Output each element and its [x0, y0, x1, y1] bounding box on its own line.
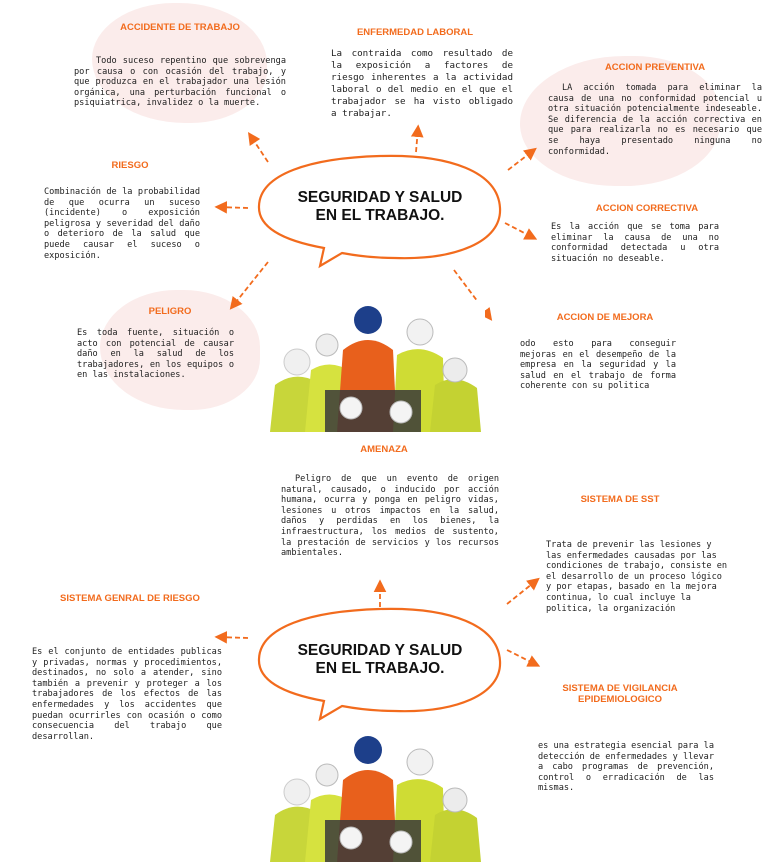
central-topic — [250, 144, 510, 270]
title-sistema-de-sst: SISTEMA DE SST — [580, 494, 660, 505]
text-accion-correctiva: Es la acción que se toma para eliminar la causa de una no conformidad detectada u otra situación no deseable. — [551, 222, 719, 264]
text-peligro: Es toda fuente, situación o acto con potencial de causar daño en la salud de los trabajadores, en los equipos o en las instalaciones. — [77, 328, 234, 381]
text-sistema-general-de-riesgo: Es el conjunto de entidades publicas y privadas, normas y procedimientos, destinados, no solo a atender, sino también a prevenir y proteger a los trabajadores de los efectos de las enfermedades y los accidentes que puedan ocurrirles con ocasión o como consecuencia del trabajo que desarrollan. — [32, 647, 222, 742]
workers-photo — [265, 730, 485, 862]
text-amenaza: Peligro de que un evento de origen natural, causado, o inducido por acción humana, ocurra y ponga en peligro vidas, lesiones u otros impactos en la salud, daños y perdidas en los bienes, la infraestructura, los medios de sustento, la prestación de servicios y los recursos ambientales. — [281, 474, 499, 559]
text-riesgo: Combinación de la probabilidad de que ocurra un suceso (incidente) o exposición peligrosa y severidad del daño o deterioro de la salud que puede causar el suceso o exposición. — [44, 187, 200, 261]
text-enfermedad-laboral: La contraida como resultado de la exposición a factores de riesgo inherentes a la actividad laboral o del medio en el que el trabajador se ha visto obligado a trabajar. — [331, 48, 513, 119]
title-vigilancia-line1: SISTEMA DE VIGILANCIA — [562, 683, 678, 694]
title-accidente-de-trabajo: ACCIDENTE DE TRABAJO — [120, 22, 240, 33]
central-topic-bubble — [250, 150, 510, 270]
title-accion-de-mejora: ACCION DE MEJORA — [556, 312, 654, 323]
title-sistema-de-vigilancia — [545, 683, 695, 705]
text-sistema-de-vigilancia: es una estrategia esencial para la detección de enfermedades y llevar a cabo programas de prevención, control o erradicación de las mismas. — [538, 741, 714, 794]
title-sistema-general-de-riesgo: SISTEMA GENRAL DE RIESGO — [60, 593, 200, 604]
text-sistema-de-sst: Trata de prevenir las lesiones y las enfermedades causadas por las condiciones de trabajo, consiste en el desarrollo de un proceso lógico y por etapas, basado en la mejora continua, lo cual incluye la politica, la organización — [546, 540, 728, 614]
text-accion-preventiva: LA acción tomada para eliminar la causa de una no conformidad potencial u otra situación potencialmente indeseable. Se diferencia de la acción correctiva en que para realizarla no es necesario que se haya presentado ninguna no conformidad. — [548, 83, 762, 157]
title-enfermedad-laboral: ENFERMEDAD LABORAL — [356, 27, 474, 38]
central-title-line2: EN EL TRABAJO. — [315, 660, 445, 677]
central-title-line2: EN EL TRABAJO. — [315, 207, 445, 224]
central-title-line1: SEGURIDAD Y SALUD — [297, 189, 463, 206]
workers-photo — [265, 300, 485, 432]
title-peligro: PELIGRO — [148, 306, 192, 317]
title-accion-correctiva: ACCION CORRECTIVA — [595, 203, 699, 214]
title-accion-preventiva: ACCION PREVENTIVA — [604, 62, 706, 73]
central-topic-bubble — [250, 603, 510, 723]
title-riesgo: RIESGO — [111, 160, 149, 171]
central-topic — [250, 597, 510, 723]
title-amenaza: AMENAZA — [360, 444, 408, 455]
central-title-line1: SEGURIDAD Y SALUD — [297, 642, 463, 659]
text-accidente-de-trabajo: Todo suceso repentino que sobrevenga por causa o con ocasión del trabajo, y que produzca en el trabajador una lesión orgánica, una perturbación funcional o psiquiatrica, invalidez o la muerte. — [74, 56, 286, 109]
title-vigilancia-line2: EPIDEMIOLOGICO — [578, 694, 662, 705]
text-accion-de-mejora: odo esto para conseguir mejoras en el desempeño de la empresa en la seguridad y la salud en el trabajo de forma coherente con su politica — [520, 339, 676, 392]
